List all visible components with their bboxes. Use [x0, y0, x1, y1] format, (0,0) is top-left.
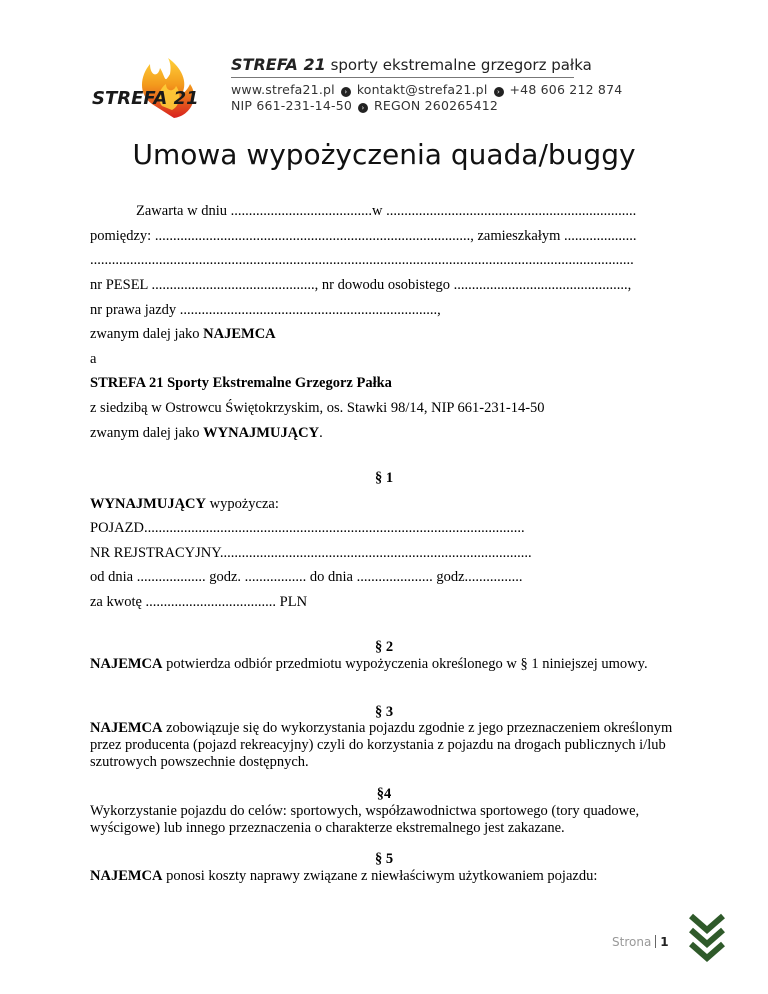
wynajmujacy-label: WYNAJMUJĄCY	[203, 425, 320, 441]
rental-period-field: od dnia ................... godz. ................. do dnia ..................... godz................	[90, 569, 523, 585]
brand-tagline: sporty ekstremalne grzegorz pałka	[330, 56, 592, 74]
section-1-line-1	[90, 496, 279, 513]
najemca-label: NAJEMCA	[203, 326, 276, 342]
phone-number: +48 606 212 874	[509, 82, 623, 97]
section-2-text	[90, 656, 680, 673]
najemca-prefix: zwanym dalej jako	[90, 326, 204, 342]
section-3-text	[90, 720, 680, 771]
section-5-text	[90, 868, 680, 885]
intro-line-wynajmujacy	[90, 425, 323, 442]
wynajmujacy-prefix: zwanym dalej jako	[90, 425, 204, 441]
najemca-label: NAJEMCA	[90, 868, 163, 884]
section-2-heading: § 2	[374, 639, 394, 655]
email-link[interactable]: kontakt@strefa21.pl	[356, 82, 488, 97]
triple-chevron-down-icon	[688, 912, 726, 964]
rents-text: wypożycza:	[206, 496, 279, 512]
section-4-heading: §4	[376, 786, 392, 802]
page-number: 1	[660, 935, 669, 949]
contact-line-1	[231, 82, 622, 97]
contact-line-2	[231, 98, 498, 113]
intro-line-license: nr prawa jazdy .......................................................................,	[90, 302, 441, 318]
page-label: Strona	[612, 935, 652, 949]
company-name: STREFA 21 Sporty Ekstremalne Grzegorz Pałka	[90, 375, 392, 391]
website-link[interactable]: www.strefa21.pl	[231, 82, 335, 97]
regon-number: REGON 260265412	[374, 98, 499, 113]
price-field: za kwotę .................................... PLN	[90, 594, 308, 610]
logo-wordmark: STREFA 21	[92, 88, 199, 109]
vehicle-field: POJAZD.........................................................................................................	[90, 520, 525, 536]
registration-field: NR REJSTRACYJNY......................................................................................	[90, 545, 532, 561]
section-5-body: ponosi koszty naprawy związane z niewłaściwym użytkowaniem pojazdu:	[162, 868, 598, 884]
section-4-text: Wykorzystanie pojazdu do celów: sportowych, współzawodnictwa sportowego (tory quadowe, wyścigowe) lub innego przeznaczenia o charakterze ekstremalnego jest zakazane.	[90, 803, 640, 836]
najemca-label: NAJEMCA	[90, 720, 163, 736]
section-1-heading: § 1	[374, 470, 394, 486]
brand-line	[231, 55, 592, 74]
brand-name: STREFA 21	[231, 55, 326, 74]
intro-line-address: ......................................................................................................................................................	[90, 252, 634, 268]
intro-line-parties: pomiędzy: ......................................................................................., zamieszkałym ....................	[90, 228, 637, 244]
section-3-heading: § 3	[374, 704, 394, 720]
intro-line-pesel: nr PESEL ............................................., nr dowodu osobistego ................................................,	[90, 277, 632, 293]
section-3-body: zobowiązuje się do wykorzystania pojazdu zgodnie z jego przeznaczeniem określonym przez producenta (pojazd rekreacyjny) czyli do korzystania z pojazdu na drogach publicznych i/lub szutrowych powszechnie dostępnych.	[90, 720, 673, 770]
document-title: Umowa wypożyczenia quada/buggy	[132, 138, 636, 171]
arrow-bullet-icon: ›	[358, 103, 368, 113]
intro-line-najemca	[90, 326, 276, 343]
intro-line-date: Zawarta w dniu .......................................w .....................................................................	[136, 203, 637, 219]
header-divider	[231, 77, 574, 78]
section-5-heading: § 5	[374, 851, 394, 867]
company-address: z siedzibą w Ostrowcu Świętokrzyskim, os. Stawki 98/14, NIP 661-231-14-50	[90, 400, 545, 416]
arrow-bullet-icon: ›	[341, 87, 351, 97]
footer-divider	[655, 935, 656, 948]
strefa21-logo	[90, 54, 220, 124]
wynajmujacy-suffix: .	[319, 425, 323, 441]
wynajmujacy-label: WYNAJMUJĄCY	[90, 496, 206, 512]
page-footer	[612, 935, 669, 949]
arrow-bullet-icon: ›	[494, 87, 504, 97]
section-2-body: potwierdza odbiór przedmiotu wypożyczenia określonego w § 1 niniejszej umowy.	[162, 656, 648, 672]
nip-number: NIP 661-231-14-50	[231, 98, 353, 113]
najemca-label: NAJEMCA	[90, 656, 163, 672]
intro-line-and: a	[90, 351, 97, 367]
